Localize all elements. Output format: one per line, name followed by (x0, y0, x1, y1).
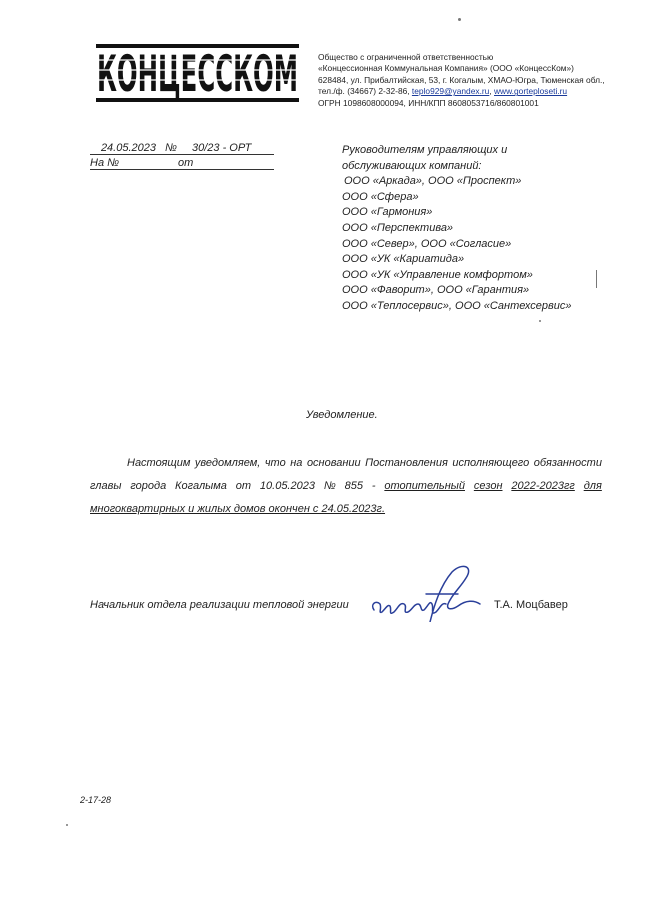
contacts-separator: , (489, 86, 494, 97)
body-word: Когалыма (175, 480, 227, 492)
notice-title: Уведомление. (306, 409, 378, 421)
body-word-underlined: 2022-2023гг (511, 480, 575, 492)
org-contacts (318, 86, 605, 97)
letter-number: 30/23 - ОРТ (186, 142, 274, 155)
body-text-underlined: многоквартирных и жилых домов окончен с 24.05.2023г. (90, 503, 386, 515)
body-word: Постановления (365, 457, 448, 469)
body-word: главы (90, 480, 122, 492)
body-word-underlined: сезон (473, 480, 503, 492)
body-line-3 (90, 498, 602, 521)
document-number: 2-17-28 (80, 795, 112, 805)
phone-text: тел./ф. (34667) 2-32-86, (318, 86, 412, 97)
body-line-2 (90, 475, 602, 498)
email-link[interactable]: teplo929@yandex.ru (411, 86, 490, 97)
scan-speck (596, 270, 597, 288)
addressee-line: ООО «Аркада», ООО «Проспект» (344, 175, 522, 188)
letter-date: 24.05.2023 (90, 142, 156, 155)
addressee-line: ООО «Север», ООО «Согласие» (342, 237, 512, 250)
addressee-line: обслуживающих компаний: (342, 159, 482, 172)
number-label: № (156, 142, 186, 155)
incoming-reference (90, 157, 274, 170)
body-word: от (235, 480, 252, 492)
body-word: 10.05.2023 (259, 480, 315, 492)
outgoing-reference (90, 142, 274, 155)
body-word: города (130, 480, 167, 492)
body-word: исполняющего (452, 457, 530, 469)
addressee-line: ООО «Перспектива» (342, 221, 454, 234)
body-word: № (323, 480, 336, 492)
addressee-line: ООО «Теплосервис», ООО «Сантехсервис» (342, 299, 572, 312)
body-word-underlined: отопительный (384, 480, 465, 492)
body-word-underlined: для (583, 480, 602, 492)
addressee-block (342, 143, 571, 315)
signatory-name: Т.А. Моцбавер (494, 599, 568, 611)
handwritten-signature (366, 560, 496, 622)
scan-speck (539, 320, 541, 322)
addressee-line: ООО «УК «Управление комфортом» (342, 268, 533, 281)
org-registration: ОГРН 1098608000094, ИНН/КПП 8608053716/860801001 (318, 97, 539, 108)
company-logo (96, 44, 299, 102)
body-word: уведомляем, (194, 457, 261, 469)
scan-speck (458, 18, 461, 21)
addressee-line: ООО «Гармония» (342, 206, 433, 219)
addressee-line: Руководителям управляющих и (342, 144, 508, 156)
body-word: основании (306, 457, 361, 469)
org-line: Общество с ограниченной ответственностью (318, 52, 494, 62)
body-word: 855 (344, 480, 363, 492)
notice-body (90, 452, 602, 521)
organization-details (318, 52, 605, 109)
scan-speck (66, 824, 68, 826)
logo-text: КОНЦЕССКОМ (97, 45, 298, 102)
addressee-line: ООО «Сфера» (342, 190, 419, 203)
body-word: на (290, 457, 303, 469)
addressee-line: ООО «Фаворит», ООО «Гарантия» (342, 284, 530, 297)
org-line: «Концессионная Коммунальная Компания» (ООО «КонцессКом») (318, 63, 574, 74)
org-line: 628484, ул. Прибалтийская, 53, г. Когалым, ХМАО-Югра, Тюменская обл., (318, 74, 605, 85)
body-line-1 (90, 452, 602, 475)
addressee-line: ООО «УК «Кариатида» (342, 253, 465, 266)
body-word: обязанности (533, 457, 602, 469)
from-label: от (178, 157, 274, 170)
signatory-position: Начальник отдела реализации тепловой энергии (90, 599, 349, 611)
website-link[interactable]: www.gorteploseti.ru (494, 86, 568, 97)
in-reply-label: На № (90, 157, 178, 170)
body-word: - (371, 480, 376, 492)
body-word: что (264, 457, 286, 469)
body-word: Настоящим (127, 457, 191, 469)
